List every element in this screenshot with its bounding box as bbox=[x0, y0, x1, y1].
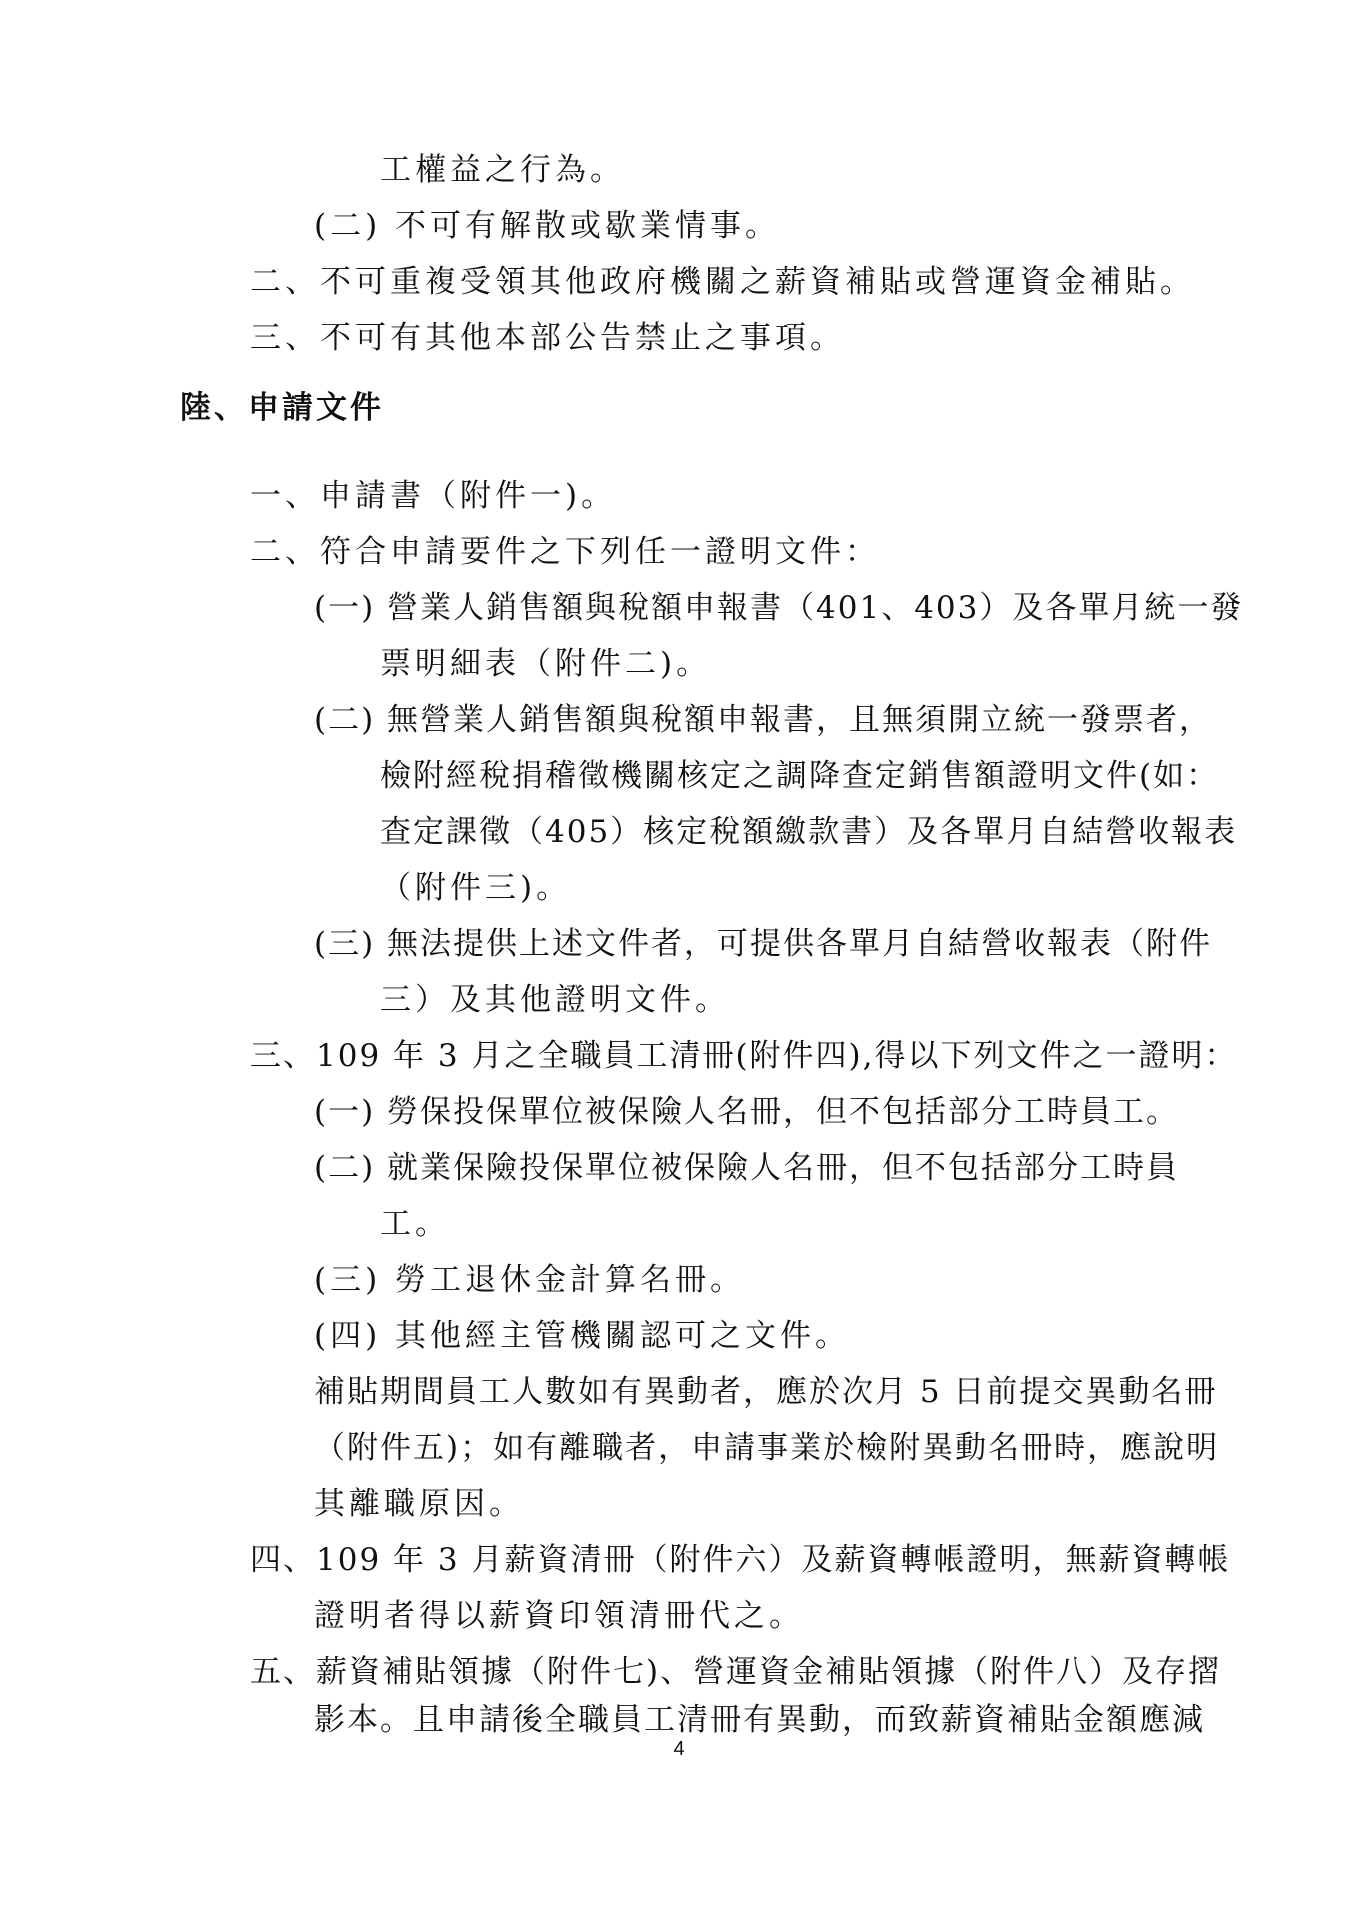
text-line: （附件五)；如有離職者，申請事業於檢附異動名冊時，應說明 bbox=[314, 1430, 1220, 1466]
text-line: 五、薪資補貼領據（附件七)、營運資金補貼領據（附件八）及存摺 bbox=[250, 1654, 1222, 1690]
text-line: 檢附經稅捐稽徵機關核定之調降查定銷售額證明文件(如： bbox=[380, 758, 1220, 794]
text-line: 三）及其他證明文件。 bbox=[380, 982, 730, 1018]
text-line: (二) 無營業人銷售額與稅額申報書，且無須開立統一發票者， bbox=[314, 702, 1213, 738]
text-line: (一) 營業人銷售額與稅額申報書（401、403）及各單月統一發 bbox=[314, 590, 1244, 626]
text-line: (二) 就業保險投保單位被保險人名冊，但不包括部分工時員 bbox=[314, 1150, 1180, 1186]
text-line: 三、不可有其他本部公告禁止之事項。 bbox=[250, 320, 845, 356]
section-heading: 陸、申請文件 bbox=[180, 390, 384, 426]
text-line: 其離職原因。 bbox=[314, 1486, 524, 1522]
text-line: 證明者得以薪資印領清冊代之。 bbox=[314, 1598, 804, 1634]
text-line: (二) 不可有解散或歇業情事。 bbox=[314, 208, 781, 244]
text-line: 四、109 年 3 月薪資清冊（附件六）及薪資轉帳證明，無薪資轉帳 bbox=[250, 1542, 1231, 1578]
text-line: 票明細表（附件二)。 bbox=[380, 646, 712, 682]
text-line: (一) 勞保投保單位被保險人名冊，但不包括部分工時員工。 bbox=[314, 1094, 1180, 1130]
text-line: 三、109 年 3 月之全職員工清冊(附件四),得以下列文件之一證明： bbox=[250, 1038, 1238, 1074]
text-line: 二、符合申請要件之下列任一證明文件： bbox=[250, 534, 880, 570]
page-number: 4 bbox=[673, 1738, 685, 1760]
text-line: (三) 勞工退休金計算名冊。 bbox=[314, 1262, 746, 1298]
text-line: 影本。且申請後全職員工清冊有異動，而致薪資補貼金額應減 bbox=[314, 1702, 1205, 1738]
text-line: (三) 無法提供上述文件者，可提供各單月自結營收報表（附件 bbox=[314, 926, 1213, 962]
text-line: 補貼期間員工人數如有異動者，應於次月 5 日前提交異動名冊 bbox=[314, 1374, 1218, 1410]
text-line: 一、申請書（附件一)。 bbox=[250, 478, 617, 514]
text-line: 二、不可重複受領其他政府機關之薪資補貼或營運資金補貼。 bbox=[250, 264, 1195, 300]
text-line: (四) 其他經主管機關認可之文件。 bbox=[314, 1318, 851, 1354]
text-line: 工權益之行為。 bbox=[380, 152, 625, 188]
text-line: 工。 bbox=[380, 1206, 450, 1242]
text-line: （附件三)。 bbox=[380, 870, 572, 906]
text-line: 查定課徵（405）核定稅額繳款書）及各單月自結營收報表 bbox=[380, 814, 1238, 850]
